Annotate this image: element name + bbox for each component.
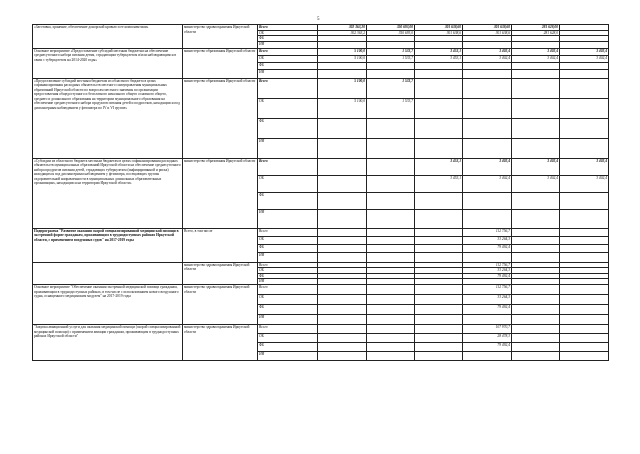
amount-cell: 5 100,0 xyxy=(318,78,367,98)
amount-cell xyxy=(415,352,463,361)
amount-cell xyxy=(318,285,367,295)
amount-cell xyxy=(318,315,367,325)
amount-cell xyxy=(512,192,560,209)
funding-source: ИИ xyxy=(258,209,318,228)
amount-cell xyxy=(367,209,415,228)
amount-cell xyxy=(560,285,609,295)
amount-cell: 33 264,3 xyxy=(463,295,512,305)
amount-cell: 3 402,4 xyxy=(463,48,512,55)
amount-cell xyxy=(415,78,463,98)
responsible-executor: министерство здравоохранения Иркутской области xyxy=(183,325,258,361)
funding-source: ФБ xyxy=(258,305,318,315)
amount-cell xyxy=(415,118,463,138)
amount-cell xyxy=(318,295,367,305)
amount-cell: 301 638,60 xyxy=(463,25,512,31)
amount-cell: 79 492,4 xyxy=(463,343,512,352)
amount-cell xyxy=(367,236,415,244)
amount-cell xyxy=(463,62,512,69)
amount-cell xyxy=(415,41,463,48)
amount-cell xyxy=(367,343,415,352)
amount-cell xyxy=(560,295,609,305)
amount-cell xyxy=(560,334,609,343)
amount-cell xyxy=(560,305,609,315)
responsible-executor: Всего, в том числе xyxy=(183,228,258,262)
responsible-executor: министерство здравоохранения Иркутской области xyxy=(183,262,258,285)
amount-cell: 3 402,4 xyxy=(560,158,609,175)
amount-cell xyxy=(560,228,609,236)
amount-cell: 5 100,0 xyxy=(318,98,367,118)
table-body xyxy=(33,25,609,361)
amount-cell xyxy=(318,244,367,252)
amount-cell: 3 453,1 xyxy=(415,55,463,62)
amount-cell: 112 756,7 xyxy=(463,262,512,268)
amount-cell xyxy=(367,69,415,78)
table-row xyxy=(33,285,609,295)
funding-source: ОБ xyxy=(258,268,318,274)
amount-cell xyxy=(512,305,560,315)
table-row xyxy=(33,158,609,175)
amount-cell xyxy=(367,118,415,138)
funding-source: ИИ xyxy=(258,138,318,158)
funding-source: ОБ xyxy=(258,334,318,343)
funding-source: ОБ xyxy=(258,236,318,244)
amount-cell xyxy=(560,98,609,118)
amount-cell xyxy=(463,192,512,209)
amount-cell: 3 402,4 xyxy=(512,48,560,55)
funding-source: ИИ xyxy=(258,352,318,361)
amount-cell: 33 264,3 xyxy=(463,268,512,274)
amount-cell xyxy=(318,209,367,228)
amount-cell xyxy=(463,252,512,262)
amount-cell xyxy=(415,252,463,262)
amount-cell xyxy=(560,118,609,138)
amount-cell: 302 363,2 xyxy=(318,30,367,36)
funding-source: ИИ xyxy=(258,41,318,48)
amount-cell: 3 402,4 xyxy=(560,55,609,62)
amount-cell: 301 638,6 xyxy=(463,30,512,36)
amount-cell xyxy=(512,118,560,138)
measure-name: Основное мероприятие "Обеспечение оказания экстренной медицинской помощи гражданам, проживающим в труднодоступных районах, в том числе с использованием нового воздушного судна, оснащенного медицинским модулем" на 2017-2019 годы xyxy=(33,285,183,325)
amount-cell xyxy=(318,158,367,175)
amount-cell xyxy=(367,244,415,252)
amount-cell xyxy=(560,78,609,98)
amount-cell xyxy=(463,69,512,78)
amount-cell: 1 533,7 xyxy=(367,48,415,55)
budget-table xyxy=(32,24,609,361)
table-row xyxy=(33,48,609,55)
measure-name: «Заготовка, хранение, обеспечение донорской кровью и ее компонентами» xyxy=(33,25,183,49)
amount-cell xyxy=(560,138,609,158)
amount-cell: 112 756,7 xyxy=(463,285,512,295)
funding-source: ИИ xyxy=(258,252,318,262)
amount-cell xyxy=(560,236,609,244)
amount-cell xyxy=(318,118,367,138)
funding-source: Всего xyxy=(258,325,318,334)
amount-cell xyxy=(367,252,415,262)
funding-source: ФБ xyxy=(258,118,318,138)
amount-cell: 301 638,6 xyxy=(415,30,463,36)
amount-cell xyxy=(367,41,415,48)
funding-source: ФБ xyxy=(258,343,318,352)
measure-name: «Субсидии из областного бюджета местным бюджетам в целях софинансирования расходных обязательств муниципальных образований Иркутской области на обеспечение среднесуточного набора продуктов питания детей, страдающих туберкулезом (инфицированной и риска) находящихся под диспансерным наблюдением у фтизиатра, посещающих группы оздоровительной направленности в муниципальных дошкольных образовательных организациях, находящихся на территории Иркутской области» xyxy=(33,158,183,228)
amount-cell xyxy=(367,175,415,192)
amount-cell: 3 402,4 xyxy=(512,158,560,175)
amount-cell xyxy=(415,209,463,228)
table-row xyxy=(33,325,609,334)
amount-cell xyxy=(512,78,560,98)
funding-source: Всего xyxy=(258,228,318,236)
amount-cell xyxy=(512,343,560,352)
amount-cell: 3 402,4 xyxy=(560,48,609,55)
measure-name: Основное мероприятие «Предоставление субсидий местным бюджетам на обеспечение среднесуточного набора питания детям, страдающим туберкулезом и/или наблюдающимся в связи с туберкулезом на 2014-2020 годы» xyxy=(33,48,183,78)
measure-name: "Закупка авиационной услуги для оказания медицинской помощи (скорой специализированной медицинской помощи) с применением авиации гражданам, проживающим в труднодоступных районах Иркутской области" xyxy=(33,325,183,361)
amount-cell xyxy=(318,62,367,69)
amount-cell xyxy=(318,334,367,343)
amount-cell xyxy=(367,285,415,295)
funding-source: ОБ xyxy=(258,55,318,62)
amount-cell xyxy=(367,228,415,236)
amount-cell xyxy=(367,352,415,361)
amount-cell xyxy=(512,334,560,343)
amount-cell xyxy=(415,315,463,325)
amount-cell xyxy=(318,343,367,352)
amount-cell: 3 453,1 xyxy=(415,158,463,175)
responsible-executor: министерство образования Иркутской области xyxy=(183,78,258,158)
amount-cell xyxy=(463,41,512,48)
measure-name xyxy=(33,262,183,285)
amount-cell xyxy=(463,98,512,118)
funding-source: ФБ xyxy=(258,244,318,252)
funding-source: ОБ xyxy=(258,295,318,305)
amount-cell xyxy=(318,228,367,236)
funding-source: Всего xyxy=(258,25,318,31)
amount-cell xyxy=(512,236,560,244)
amount-cell xyxy=(318,305,367,315)
funding-source: ФБ xyxy=(258,273,318,279)
amount-cell xyxy=(463,209,512,228)
amount-cell xyxy=(318,325,367,334)
amount-cell: 350 693,00 xyxy=(367,25,415,31)
amount-cell xyxy=(415,334,463,343)
responsible-executor: министерство здравоохранения Иркутской области xyxy=(183,25,258,49)
amount-cell: 350 693,0 xyxy=(367,30,415,36)
amount-cell xyxy=(512,295,560,305)
funding-source: Всего xyxy=(258,78,318,98)
amount-cell xyxy=(415,236,463,244)
amount-cell xyxy=(318,175,367,192)
amount-cell xyxy=(560,209,609,228)
amount-cell: 1 533,7 xyxy=(367,55,415,62)
amount-cell xyxy=(415,343,463,352)
amount-cell xyxy=(512,352,560,361)
amount-cell xyxy=(560,252,609,262)
responsible-executor: министерство образования Иркутской области xyxy=(183,158,258,228)
amount-cell xyxy=(318,352,367,361)
amount-cell: 79 492,4 xyxy=(463,244,512,252)
amount-cell xyxy=(463,315,512,325)
funding-source: ФБ xyxy=(258,192,318,209)
amount-cell xyxy=(512,325,560,334)
funding-source: ИИ xyxy=(258,69,318,78)
amount-cell: 3 402,4 xyxy=(512,175,560,192)
funding-source: ФБ xyxy=(258,62,318,69)
amount-cell xyxy=(367,192,415,209)
amount-cell xyxy=(512,98,560,118)
amount-cell xyxy=(463,138,512,158)
amount-cell xyxy=(463,118,512,138)
amount-cell: 5 100,0 xyxy=(318,55,367,62)
amount-cell xyxy=(560,325,609,334)
amount-cell xyxy=(560,41,609,48)
amount-cell xyxy=(560,352,609,361)
amount-cell xyxy=(318,252,367,262)
amount-cell: 3 453,1 xyxy=(415,175,463,192)
funding-source: Всего xyxy=(258,48,318,55)
amount-cell xyxy=(318,69,367,78)
amount-cell: 3 402,4 xyxy=(463,175,512,192)
amount-cell xyxy=(560,315,609,325)
amount-cell xyxy=(415,98,463,118)
funding-source: ОБ xyxy=(258,30,318,36)
amount-cell xyxy=(415,305,463,315)
funding-source: ИИ xyxy=(258,279,318,285)
amount-cell xyxy=(512,315,560,325)
funding-source: ОБ xyxy=(258,175,318,192)
amount-cell xyxy=(512,209,560,228)
amount-cell xyxy=(318,236,367,244)
amount-cell: 3 402,4 xyxy=(512,55,560,62)
amount-cell xyxy=(367,334,415,343)
amount-cell xyxy=(367,315,415,325)
amount-cell xyxy=(512,252,560,262)
amount-cell xyxy=(560,62,609,69)
amount-cell: 33 264,3 xyxy=(463,236,512,244)
amount-cell xyxy=(318,192,367,209)
amount-cell xyxy=(415,285,463,295)
amount-cell: 79 492,4 xyxy=(463,273,512,279)
amount-cell: 3 453,1 xyxy=(415,48,463,55)
table-row xyxy=(33,228,609,236)
amount-cell: 301 638,60 xyxy=(415,25,463,31)
amount-cell: 3 402,4 xyxy=(463,158,512,175)
amount-cell: 302 363,20 xyxy=(318,25,367,31)
funding-source: Всего xyxy=(258,285,318,295)
amount-cell: 107 970,7 xyxy=(463,325,512,334)
amount-cell xyxy=(318,41,367,48)
amount-cell xyxy=(415,325,463,334)
amount-cell xyxy=(463,352,512,361)
amount-cell xyxy=(415,244,463,252)
measure-name: «Предоставление субсидий местным бюджетам из областного бюджета в целях софинансирования расходных обязательств местного самоуправления муниципальных образований Иркутской области по вопросам местного значения по организации предоставления общедоступного и бесплатного начального общего основного общего, среднего и дошкольного образования на территории муниципального образования на обеспечение среднесуточного набора продуктов питания детей и подростков, находящихся под диспансерным наблюдением у фтизиатра по IV и VI группе» xyxy=(33,78,183,158)
amount-cell xyxy=(512,228,560,236)
amount-cell xyxy=(318,138,367,158)
responsible-executor: министерство здравоохранения Иркутской области xyxy=(183,285,258,325)
amount-cell: 28 478,3 xyxy=(463,334,512,343)
amount-cell xyxy=(512,138,560,158)
amount-cell xyxy=(512,244,560,252)
funding-source: Всего xyxy=(258,262,318,268)
amount-cell xyxy=(415,192,463,209)
amount-cell xyxy=(367,158,415,175)
amount-cell: 281 628,00 xyxy=(512,25,560,31)
amount-cell xyxy=(512,285,560,295)
amount-cell: 112 756,7 xyxy=(463,228,512,236)
measure-name: Подпрограмма "Развитие оказания скорой специализированной медицинской помощи в экстренной форме гражданам, проживающим в труднодоступных районах Иркутской области, с применением воздушных судов" на 2017-2019 годы xyxy=(33,228,183,262)
amount-cell: 281 628,0 xyxy=(512,30,560,36)
amount-cell xyxy=(367,138,415,158)
amount-cell xyxy=(367,325,415,334)
amount-cell xyxy=(367,305,415,315)
funding-source: ОБ xyxy=(258,98,318,118)
amount-cell xyxy=(512,69,560,78)
funding-source: Всего xyxy=(258,158,318,175)
amount-cell xyxy=(560,343,609,352)
amount-cell xyxy=(560,69,609,78)
amount-cell: 1 533,7 xyxy=(367,78,415,98)
amount-cell xyxy=(367,295,415,305)
amount-cell xyxy=(512,41,560,48)
amount-cell xyxy=(415,69,463,78)
amount-cell: 5 100,0 xyxy=(318,48,367,55)
responsible-executor: министерство образования Иркутской области xyxy=(183,48,258,78)
amount-cell xyxy=(512,62,560,69)
amount-cell xyxy=(560,244,609,252)
amount-cell: 3 402,4 xyxy=(463,55,512,62)
amount-cell xyxy=(415,228,463,236)
funding-source: ИИ xyxy=(258,315,318,325)
amount-cell xyxy=(560,192,609,209)
amount-cell xyxy=(415,62,463,69)
amount-cell xyxy=(415,295,463,305)
amount-cell xyxy=(415,138,463,158)
amount-cell: 3 402,4 xyxy=(560,175,609,192)
funding-source: ФБ xyxy=(258,36,318,42)
table-row xyxy=(33,78,609,98)
amount-cell: 1 533,7 xyxy=(367,98,415,118)
amount-cell xyxy=(463,78,512,98)
amount-cell xyxy=(367,62,415,69)
page-number: 5 xyxy=(317,17,320,22)
amount-cell: 79 492,4 xyxy=(463,305,512,315)
